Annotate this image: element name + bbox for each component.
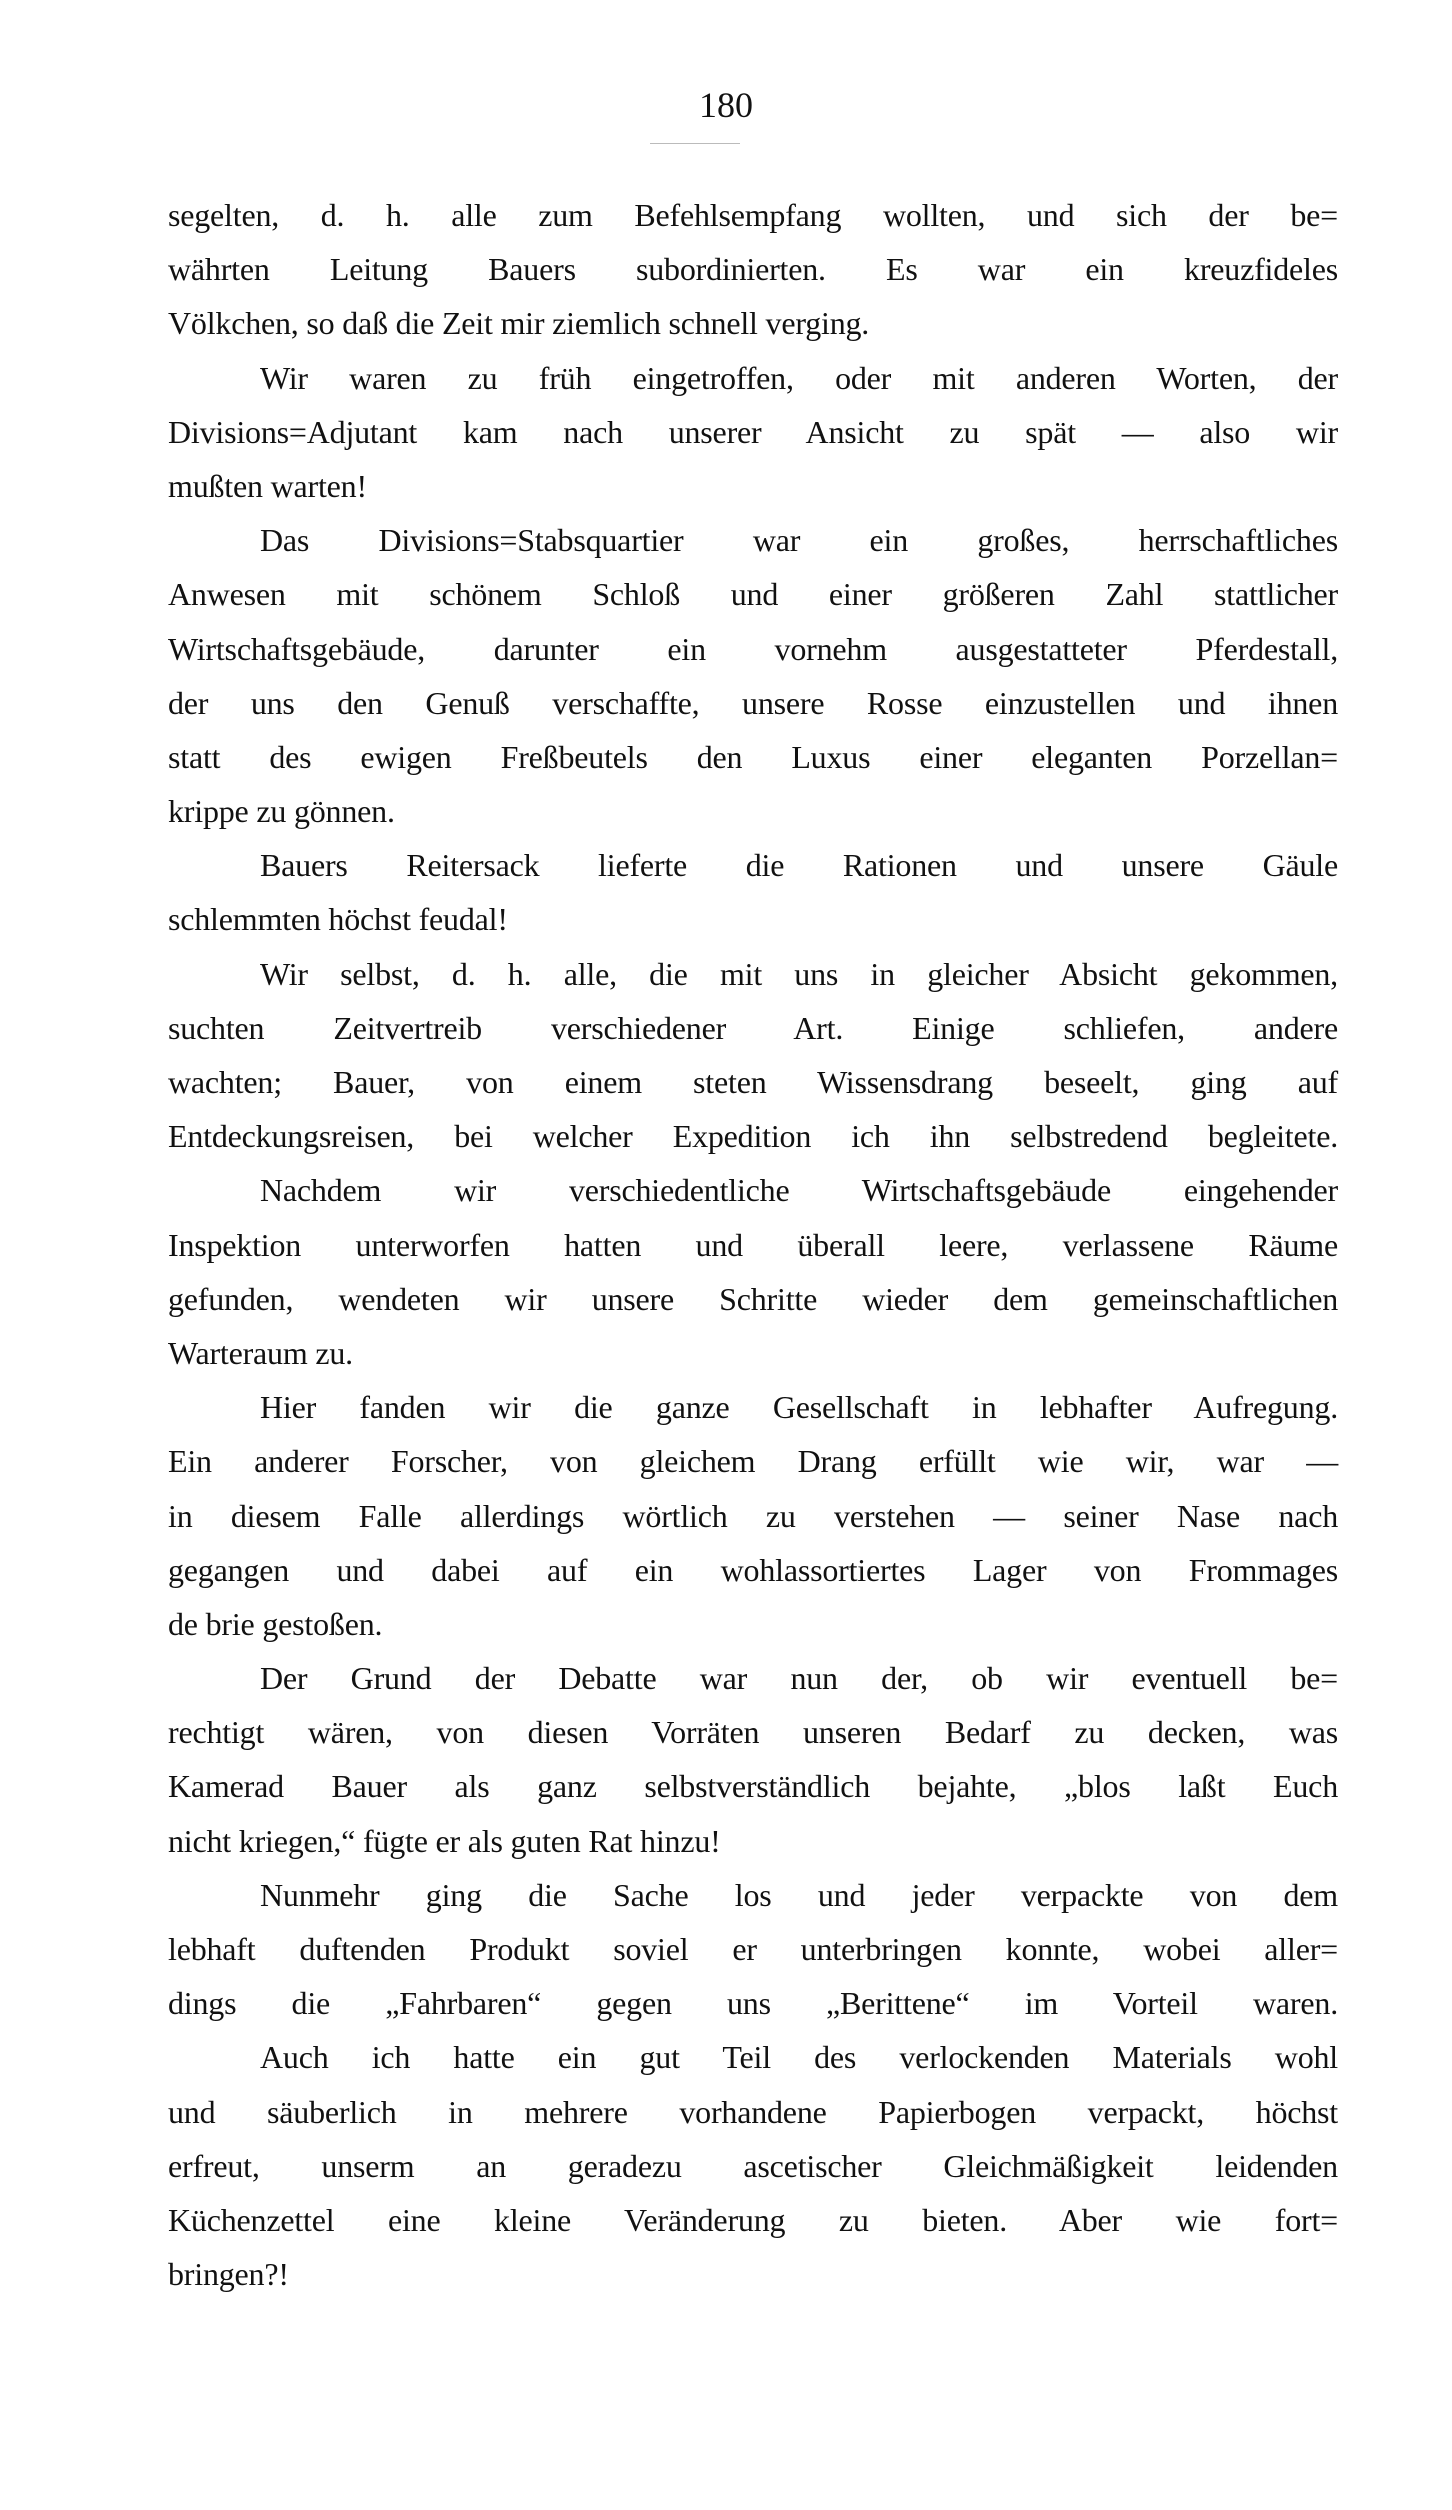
paragraph (168, 2030, 1338, 2301)
paragraph (168, 838, 1338, 946)
text-line: währten Leitung Bauers subordinierten. Es war ein kreuzfideles (168, 251, 1338, 288)
text-line: der uns den Genuß verschaffte, unsere Rosse einzustellen und ihnen (168, 684, 1338, 721)
paragraph (168, 947, 1338, 1164)
text-line: gefunden, wendeten wir unsere Schritte wieder dem gemeinschaftlichen (168, 1280, 1338, 1317)
paragraph (168, 1868, 1338, 2031)
text-line: nicht kriegen,“ fügte er als guten Rat hinzu! (168, 1822, 721, 1859)
text-line: und säuberlich in mehrere vorhandene Papierbogen verpackt, höchst (168, 2093, 1338, 2130)
paragraph (168, 513, 1338, 838)
paragraph (168, 351, 1338, 514)
text-line: gegangen und dabei auf ein wohlassortiertes Lager von Frommages (168, 1551, 1338, 1588)
text-line: Auch ich hatte ein gut Teil des verlockenden Materials wohl (260, 2039, 1338, 2076)
text-line: suchten Zeitvertreib verschiedener Art. Einige schliefen, andere (168, 1009, 1338, 1046)
paragraph (168, 188, 1338, 351)
paragraph (168, 1163, 1338, 1380)
header-rule (650, 143, 740, 144)
text-line: erfreut, unserm an geradezu ascetischer Gleichmäßigkeit leidenden (168, 2147, 1338, 2184)
paragraph (168, 1651, 1338, 1868)
text-line: in diesem Falle allerdings wörtlich zu verstehen — seiner Nase nach (168, 1497, 1338, 1534)
text-line: Warteraum zu. (168, 1334, 353, 1371)
text-line: Das Divisions=Stabsquartier war ein großes, herrschaftliches (260, 522, 1338, 559)
paragraph (168, 1380, 1338, 1651)
text-line: de brie gestoßen. (168, 1605, 383, 1642)
text-line: mußten warten! (168, 467, 367, 504)
text-line: dings die „Fahrbaren“ gegen uns „Berittene“ im Vorteil waren. (168, 1985, 1338, 2022)
text-line: Der Grund der Debatte war nun der, ob wir eventuell be= (260, 1660, 1338, 1697)
text-line: Nachdem wir verschiedentliche Wirtschaftsgebäude eingehender (260, 1172, 1338, 1209)
text-line: schlemmten höchst feudal! (168, 901, 508, 938)
text-line: Kamerad Bauer als ganz selbstverständlich bejahte, „blos laßt Euch (168, 1768, 1338, 1805)
text-line: wachten; Bauer, von einem steten Wissensdrang beseelt, ging auf (168, 1064, 1338, 1100)
text-line: Hier fanden wir die ganze Gesellschaft in lebhafter Aufregung. (260, 1389, 1338, 1426)
text-line: bringen?! (168, 2256, 289, 2293)
text-line: Entdeckungsreisen, bei welcher Expedition ich ihn selbstredend begleitete. (168, 1118, 1338, 1155)
text-line: Ein anderer Forscher, von gleichem Drang erfüllt wie wir, war — (168, 1443, 1338, 1480)
text-line: Inspektion unterworfen hatten und überall leere, verlassene Räume (168, 1226, 1338, 1263)
text-line: krippe zu gönnen. (168, 793, 395, 830)
page-number: 180 (699, 85, 753, 125)
text-line: rechtigt wären, von diesen Vorräten unseren Bedarf zu decken, was (168, 1714, 1338, 1751)
text-line: segelten, d. h. alle zum Befehlsempfang wollten, und sich der be= (168, 197, 1338, 233)
text-line: Bauers Reitersack lieferte die Rationen und unsere Gäule (260, 847, 1338, 884)
text-line: Wir waren zu früh eingetroffen, oder mit anderen Worten, der (260, 359, 1338, 396)
text-line: Divisions=Adjutant kam nach unserer Ansicht zu spät — also wir (168, 413, 1338, 450)
text-line: Wirtschaftsgebäude, darunter ein vornehm ausgestatteter Pferdestall, (168, 630, 1338, 667)
text-line: statt des ewigen Freßbeutels den Luxus einer eleganten Porzellan= (168, 738, 1338, 775)
text-line: lebhaft duftenden Produkt soviel er unterbringen konnte, wobei aller= (168, 1931, 1338, 1967)
text-line: Nunmehr ging die Sache los und jeder verpackte von dem (260, 1876, 1338, 1913)
text-line: Küchenzettel eine kleine Veränderung zu bieten. Aber wie fort= (168, 2201, 1338, 2238)
text-line: Wir selbst, d. h. alle, die mit uns in gleicher Absicht gekommen, (260, 955, 1338, 992)
body-text (168, 188, 1338, 2301)
text-line: Völkchen, so daß die Zeit mir ziemlich schnell verging. (168, 305, 870, 342)
text-line: Anwesen mit schönem Schloß und einer größeren Zahl stattlicher (168, 576, 1338, 613)
